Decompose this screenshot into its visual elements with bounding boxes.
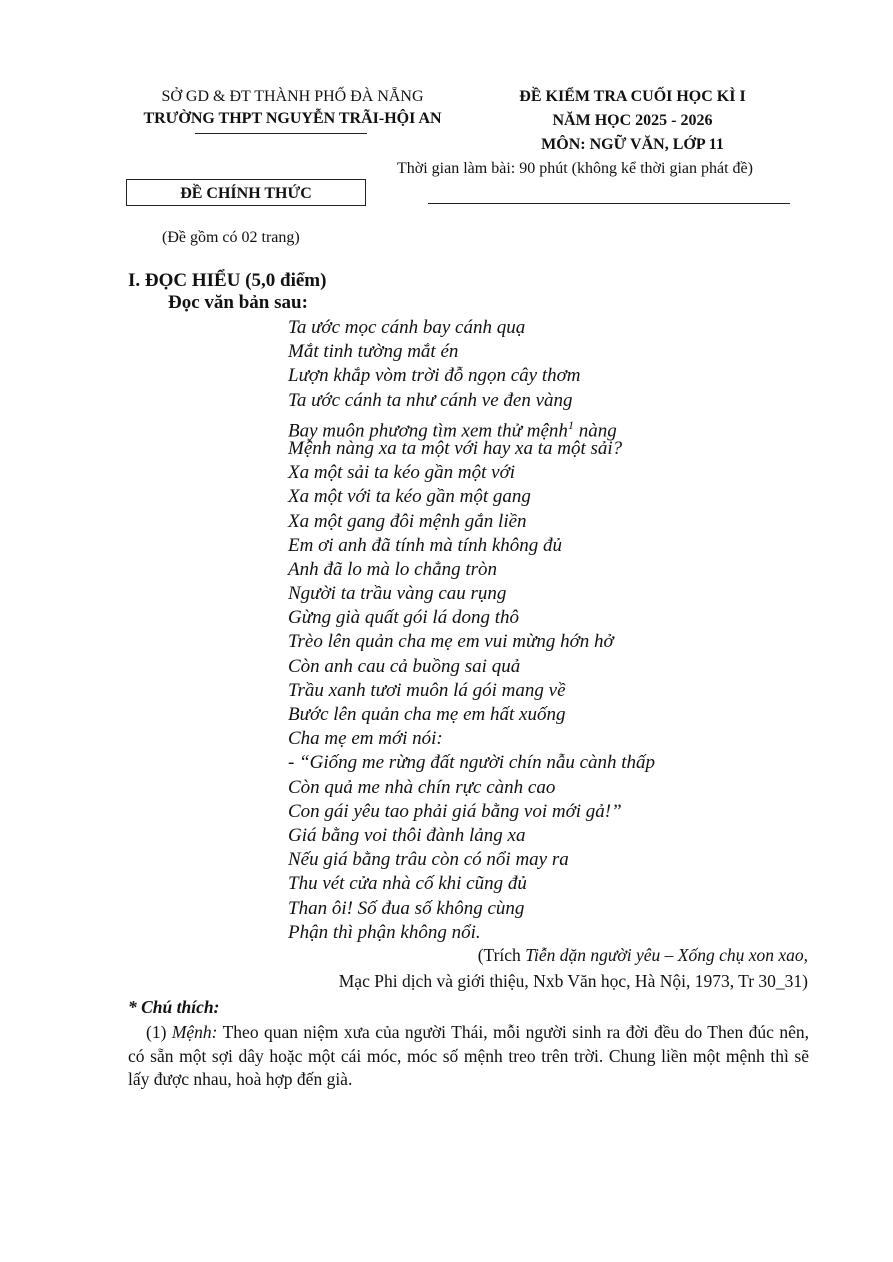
footnote-title: * Chú thích: [128,997,220,1017]
citation-line-1 [478,945,808,966]
footnote-marker: 1 [567,417,574,432]
poem-line: Ta ước mọc cánh bay cánh quạ [288,317,526,338]
section-title: I. ĐỌC HIỂU (5,0 điểm) [128,270,327,291]
poem-line: Nếu giá bằng trâu còn có nổi may ra [288,849,569,871]
official-label: ĐỀ CHÍNH THỨC [126,179,366,206]
poem-line: Trầu xanh tươi muôn lá gói mang về [288,679,566,701]
poem [288,316,655,945]
poem-line: Em ơi anh đã tính mà tính không đủ [288,534,563,556]
poem-line: Xa một gang đôi mệnh gắn liền [288,510,527,532]
footnote-text [128,1021,809,1092]
subject-grade: MÔN: NGỮ VĂN, LỚP 11 [541,136,724,153]
school-year: NĂM HỌC 2025 - 2026 [552,112,713,129]
reading-instruction: Đọc văn bản sau: [168,292,308,313]
poem-line: Gừng già quất gói lá dong thô [288,607,519,629]
citation-work: Tiễn dặn người yêu [525,945,661,965]
poem-line: Than ôi! Số đua số không cùng [288,897,525,919]
poem-line: Phận thì phận không nổi. [288,921,481,943]
poem-line: Lượn khắp vòm trời đỗ ngọn cây thơm [288,365,581,387]
school-name: TRƯỜNG THPT NGUYỄN TRÃI-HỘI AN [143,110,442,127]
poem-line: Xa một với ta kéo gần một gang [288,486,531,508]
poem-line: Còn anh cau cả buồng sai quả [288,655,521,677]
poem-line: Con gái yêu tao phải giá bằng voi mới gả!” [288,800,622,822]
poem-line-part: Bay muôn phương tìm xem thử mệnh [288,420,568,442]
poem-line: Bước lên quản cha mẹ em hất xuống [288,704,566,725]
poem-line: - “Giống me rừng đất người chín nẫu cành thấp [288,752,656,774]
department-name: SỞ GD & ĐT THÀNH PHỐ ĐÀ NẴNG [161,88,424,105]
poem-line: Mắt tinh tường mắt én [288,341,459,363]
pages-note: (Đề gồm có 02 trang) [162,229,300,246]
citation-line-2: Mạc Phi dịch và giới thiệu, Nxb Văn học, Hà Nội, 1973, Tr 30_31) [338,971,808,991]
citation-dash: – [660,945,678,965]
poem-line: Xa một sải ta kéo gần một với [288,462,516,484]
citation-work-original: Xống chụ xon xao, [677,945,808,965]
header-right-rule [428,203,790,204]
school-underline [195,133,367,134]
poem-line-part: nàng [573,420,617,442]
exam-title: ĐỀ KIỂM TRA CUỐI HỌC KÌ I [519,88,746,105]
footnote-body: Theo quan niệm xưa của người Thái, mỗi người sinh ra đời đều do Then đúc nên, có sẵn một sợi dây hoặc một cái móc, móc số mệnh treo trên trời. Chung liền một mệnh thì sẽ lấy được nhau, hoà hợp đến già. [128,1022,809,1089]
poem-line: Mệnh nàng xa ta một với hay xa ta một sải? [288,437,623,459]
poem-line: Thu vét cửa nhà cố khi cũng đủ [288,873,527,895]
poem-line: Anh đã lo mà lo chẳng tròn [288,558,497,580]
poem-line: Giá bằng voi thôi đành lảng xa [288,824,526,846]
poem-line: Còn quả me nhà chín rực cành cao [288,776,556,798]
poem-line: Cha mẹ em mới nói: [288,728,443,750]
poem-line: Ta ước cánh ta như cánh ve đen vàng [288,389,573,411]
footnote-term: Mệnh: [171,1022,218,1042]
poem-line-with-footnote [288,413,655,442]
poem-line: Người ta trầu vàng cau rụng [288,583,507,605]
footnote-number: (1) [146,1022,172,1042]
time-note: Thời gian làm bài: 90 phút (không kể thời gian phát đề) [397,160,753,177]
citation-prefix: (Trích [477,945,526,965]
poem-line: Trèo lên quản cha mẹ em vui mừng hớn hở [288,631,614,653]
